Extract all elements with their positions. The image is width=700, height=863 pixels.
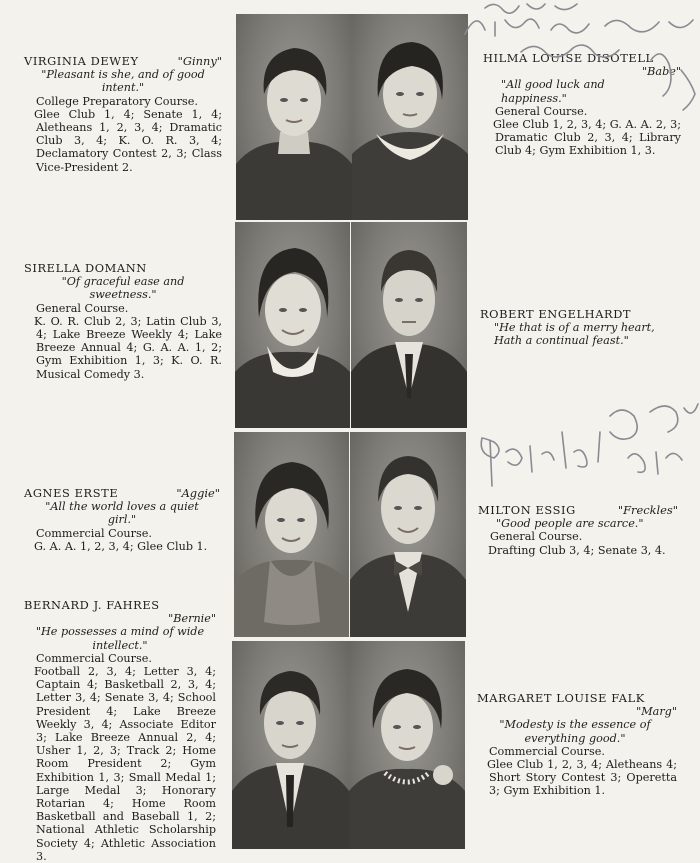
student-entry-fahres <box>24 599 216 863</box>
student-activities: K. O. R. Club 2, 3; Latin Club 3, 4; Lake Breeze Weekly 4; Lake Breeze Annual 4; G. A. A. 1, 2; Gym Exhibition 1, 3; K. O. R. Musical Comedy 3. <box>34 314 222 381</box>
student-course: General Course. <box>490 530 583 544</box>
student-quote: "All the world loves a quiet girl." <box>45 500 199 527</box>
student-quote: "He that is of a merry heart, Hath a continual feast." <box>494 321 655 348</box>
student-activities: Drafting Club 3, 4; Senate 3, 4. <box>488 543 666 557</box>
student-entry-disotell <box>483 52 681 158</box>
portrait-photo-erste <box>234 432 349 637</box>
portrait-photo-disotell <box>352 14 468 220</box>
student-entry-engelhardt <box>480 308 680 348</box>
portrait-photo-domann <box>235 222 350 428</box>
student-quote: "Modesty is the essence of everything good." <box>499 718 651 745</box>
student-entry-falk <box>477 692 677 798</box>
student-name: MILTON ESSIG "Freckles" <box>478 503 678 517</box>
student-name: SIRELLA DOMANN <box>24 261 147 275</box>
handwriting-scribble-middle-right <box>470 392 700 502</box>
student-course: Commercial Course. <box>36 651 152 665</box>
student-activities: Glee Club 1, 2, 3, 4; G. A. A. 2, 3; Dramatic Club 2, 3, 4; Library Club 4; Gym Exhibition 1, 3. <box>493 118 681 158</box>
student-quote: "He possesses a mind of wide intellect." <box>35 625 205 652</box>
student-quote: "All good luck and happiness." <box>501 78 605 105</box>
student-name: VIRGINIA DEWEY "Ginny" <box>24 54 222 68</box>
student-activities: Glee Club 1, 2, 3, 4; Aletheans 4; Short Story Contest 3; Operetta 3; Gym Exhibition 1. <box>487 758 677 798</box>
portrait-photo-essig <box>350 432 466 637</box>
student-quote: "Of graceful ease and sweetness." <box>61 275 185 302</box>
student-activities: Football 2, 3, 4; Letter 3, 4; Captain 4; Basketball 2, 3, 4; Letter 3, 4; Senate 3, 4; School President 4; Lake Breeze Weekly 3, 4; Associate Editor 3; Lake Breeze Annual 2, 4; Usher 1, 2, 3; Track 2; Home Room President 2; Gym Exhibition 1, 3; Small Medal 1; Large Medal 3; Honorary Rotarian 4; Home Room Basketball and Baseball 1, 2; National Athletic Scholarship Society 4; Athletic Association 3. <box>34 665 216 863</box>
student-entry-dewey <box>24 55 222 174</box>
student-entry-essig <box>478 504 678 557</box>
student-entry-erste <box>24 487 220 553</box>
portrait-photo-dewey <box>236 14 352 220</box>
student-activities: G. A. A. 1, 2, 3, 4; Glee Club 1. <box>34 539 208 553</box>
student-quote: "Good people are scarce." <box>496 517 644 531</box>
portrait-photo-engelhardt <box>351 222 467 428</box>
student-name: ROBERT ENGELHARDT <box>480 307 632 321</box>
student-name: MARGARET LOUISE FALK <box>477 691 645 705</box>
student-nickname: "Babe" <box>642 65 681 79</box>
student-nickname: "Ginny" <box>177 54 222 68</box>
student-course: Commercial Course. <box>489 744 605 758</box>
student-course: General Course. <box>36 301 129 315</box>
student-course: College Preparatory Course. <box>36 94 198 108</box>
student-nickname: "Aggie" <box>176 486 220 500</box>
student-entry-domann <box>24 262 222 381</box>
student-name: BERNARD J. FAHRES <box>24 598 160 612</box>
portrait-photo-fahres <box>232 641 349 849</box>
student-name: AGNES ERSTE "Aggie" <box>24 486 220 500</box>
student-course: General Course. <box>495 104 588 118</box>
student-nickname: "Bernie" <box>168 612 216 626</box>
student-activities: Glee Club 1, 4; Senate 1, 4; Aletheans 1, 2, 3, 4; Dramatic Club 3, 4; K. O. R. 3, 4; Declamatory Contest 2, 3; Class Vice-President 2. <box>34 107 222 174</box>
student-name: HILMA LOUISE DISOTELL <box>483 51 654 65</box>
student-nickname: "Marg" <box>636 705 677 719</box>
student-nickname: "Freckles" <box>617 503 678 517</box>
student-course: Commercial Course. <box>36 526 152 540</box>
student-quote: "Pleasant is she, and of good intent." <box>41 68 205 95</box>
portrait-photo-falk <box>349 641 465 849</box>
